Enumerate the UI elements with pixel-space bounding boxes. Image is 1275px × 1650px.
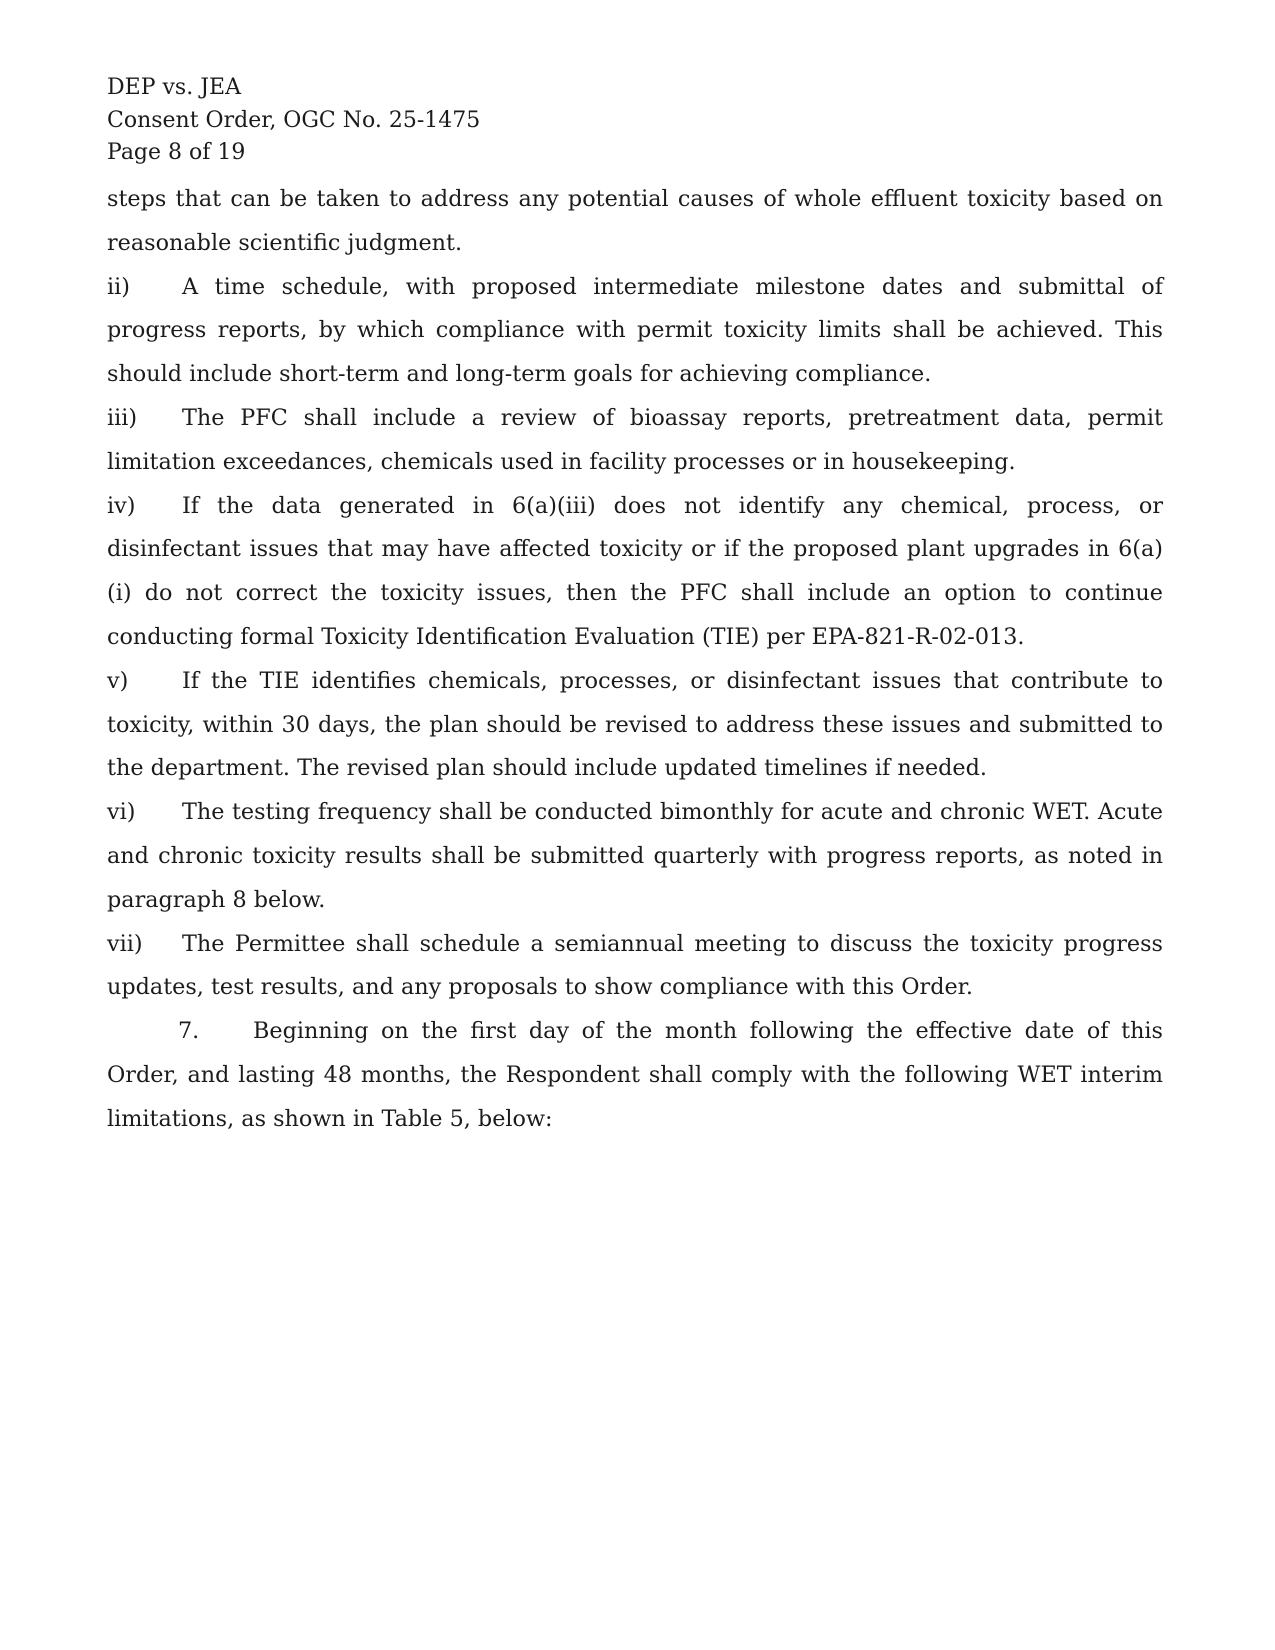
list-item-ii [107, 266, 1163, 397]
item-marker: vii) [107, 930, 143, 957]
item-marker: v) [107, 667, 129, 694]
header-page-number: Page 8 of 19 [107, 140, 246, 165]
item-marker: vi) [107, 799, 136, 826]
header-case-title: DEP vs. JEA [107, 75, 241, 100]
list-item-v [107, 660, 1163, 791]
continuation-paragraph [107, 178, 1163, 266]
document-body [107, 178, 1163, 1142]
list-item-iii [107, 397, 1163, 485]
item-marker: iv) [107, 492, 136, 519]
paragraph-number: 7. [178, 1018, 200, 1045]
paragraph-text: If the TIE identifies chemicals, processes, or disinfectant issues that contribute to toxicity, within 30 days, the plan should be revised to address these issues and submitted to the department. The revised plan should include updated timelines if needed. [107, 667, 1163, 782]
paragraph-text: The Permittee shall schedule a semiannual meeting to discuss the toxicity progress updates, test results, and any proposals to show compliance with this Order. [107, 930, 1163, 1001]
page-header [107, 72, 480, 170]
paragraph-text: If the data generated in 6(a)(iii) does not identify any chemical, process, or disinfectant issues that may have affected toxicity or if the proposed plant upgrades in 6(a)(i) do not correct the toxicity issues, then the PFC shall include an option to continue conducting formal Toxicity Identification Evaluation (TIE) per EPA-821-R-02-013. [107, 492, 1163, 650]
paragraph-text: steps that can be taken to address any potential causes of whole effluent toxicity based on reasonable scientific judgment. [107, 186, 1163, 256]
paragraph-text: Beginning on the first day of the month following the effective date of this Order, and lasting 48 months, the Respondent shall comply with the following WET interim limitations, as shown in Table 5, below: [107, 1018, 1163, 1132]
numbered-paragraph-7 [107, 1010, 1163, 1141]
paragraph-text: A time schedule, with proposed intermediate milestone dates and submittal of progress reports, by which compliance with permit toxicity limits shall be achieved. This should include short-term and long-term goals for achieving compliance. [107, 273, 1163, 388]
item-marker: iii) [107, 404, 138, 431]
header-document-title: Consent Order, OGC No. 25-1475 [107, 107, 481, 133]
list-item-vii [107, 923, 1163, 1011]
paragraph-text: The testing frequency shall be conducted bimonthly for acute and chronic WET. Acute and chronic toxicity results shall be submitted quarterly with progress reports, as noted in paragraph 8 below. [107, 799, 1163, 913]
paragraph-text: The PFC shall include a review of bioassay reports, pretreatment data, permit limitation exceedances, chemicals used in facility processes or in housekeeping. [107, 404, 1163, 475]
list-item-iv [107, 485, 1163, 660]
item-marker: ii) [107, 273, 130, 300]
list-item-vi [107, 791, 1163, 922]
